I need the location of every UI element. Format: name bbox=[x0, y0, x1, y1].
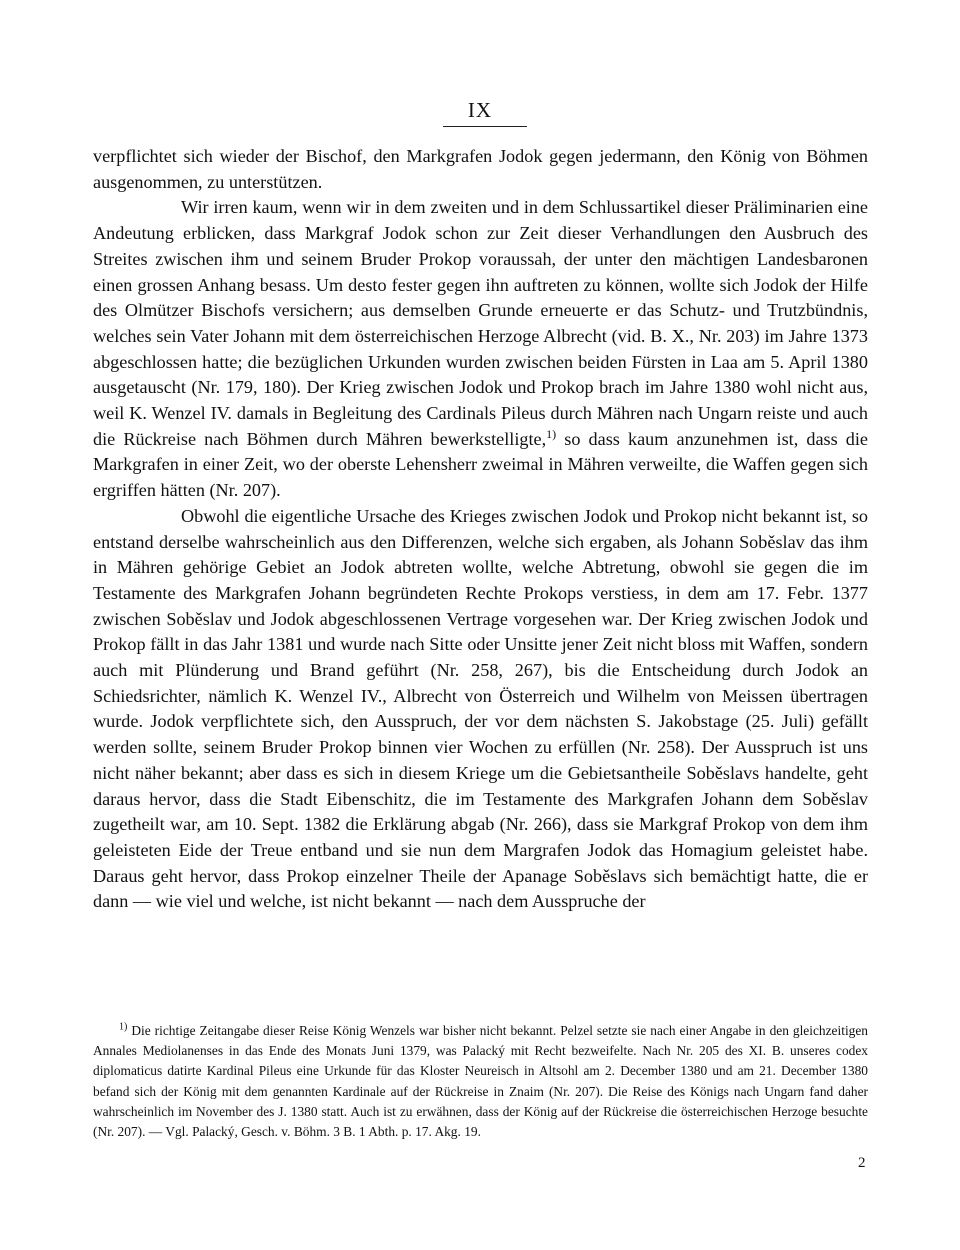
main-text bbox=[93, 144, 868, 915]
paragraph-3: Obwohl die eigentliche Ursache des Krieges zwischen Jodok und Prokop nicht bekannt ist, so entstand derselbe wahrscheinlich aus den Differenzen, welche sich ergaben, als Johann Soběslav das ihm in Mähren gehörige Gebiet an Jodok abtreten wollte, welche Abtretung, obwohl sie gegen die im Testamente des Markgrafen Johann begründeten Rechte Prokops verstiess, in dem am 17. Febr. 1377 zwischen Soběslav und Jodok abgeschlossenen Vertrage vorgesehen war. Der Krieg zwischen Jodok und Prokop fällt in das Jahr 1381 und wurde nach Sitte oder Unsitte jener Zeit nicht bloss mit Waffen, sondern auch mit Plünderung und Brand geführt (Nr. 258, 267), bis die Entscheidung durch Jodok an Schiedsrichter, nämlich K. Wenzel IV., Albrecht von Österreich und Wilhelm von Meissen übertragen wurde. Jodok verpflichtete sich, den Ausspruch, der vor dem nächsten S. Jakobstage (25. Juli) gefällt werden sollte, seinem Bruder Prokop binnen vier Wochen zu erfüllen (Nr. 258). Der Ausspruch ist uns nicht näher bekannt; aber dass es sich in diesem Kriege um die Gebietsantheile Soběslavs handelte, geht daraus hervor, dass die Stadt Eibenschitz, die im Testamente des Markgrafen Johann dem Soběslav zugetheilt war, am 10. Sept. 1382 die Erklärung abgab (Nr. 266), dass sie Markgraf Prokop von dem ihm geleisteten Eide der Treue entband und sie nun dem Margrafen Jodok das Homagium geleistet habe. Daraus geht hervor, dass Prokop einzelner Theile der Apanage Soběslavs sich bemächtigt hatte, die er dann — wie viel und welche, ist nicht bekannt — nach dem Ausspruche der bbox=[93, 505, 868, 912]
roman-page-number: IX bbox=[467, 98, 493, 122]
footnote-1 bbox=[93, 1021, 868, 1142]
paragraph-2 bbox=[93, 195, 868, 503]
footnotes bbox=[93, 1021, 868, 1142]
paragraph-2-part-a: Wir irren kaum, wenn wir in dem zweiten und in dem Schlussartikel dieser Präliminarien eine Andeutung erblicken, dass Markgraf Jodok schon zur Zeit dieser Verhandlungen den Ausbruch des Streites zwischen ihm und seinem Bruder Prokop voraussah, der unter den mächtigen Landesbaronen einen grossen Anhang besass. Um desto fester gegen ihn auftreten zu können, wollte sich Jodok der Hilfe des Olmützer Bischofs versichern; aus demselben Grunde erneuerte er das Schutz- und Trutzbündnis, welches sein Vater Johann mit dem österreichischen Herzoge Albrecht (vid. B. X., Nr. 203) im Jahre 1373 abgeschlossen hatte; die bezüglichen Urkunden wurden zwischen beiden Fürsten in Laa am 5. April 1380 ausgetauscht (Nr. 179, 180). Der Krieg zwischen Jodok und Prokop brach im Jahre 1380 wohl nicht aus, weil K. Wenzel IV. damals in Begleitung des Cardinals Pileus durch Mähren nach Ungarn reiste und auch die Rückreise nach Böhmen durch Mähren bewerkstelligte, bbox=[93, 197, 868, 449]
footnote-reference: 1) bbox=[546, 426, 557, 441]
paragraph-2-part-b: so dass kaum anzunehmen ist, dass die Markgrafen in einer Zeit, wo der oberste Lehensherr zweimal in Mähren verweilte, die Waffen gegen sich ergriffen hätten (Nr. 207). bbox=[93, 428, 868, 501]
paragraph-1: verpflichtet sich wieder der Bischof, den Markgrafen Jodok gegen jedermann, den König von Böhmen ausgenommen, zu unterstützen. bbox=[93, 146, 868, 192]
footnote-mark: 1) bbox=[119, 1021, 128, 1033]
header-rule bbox=[443, 126, 527, 127]
page-number: 2 bbox=[858, 1155, 866, 1171]
footnote-text: Die richtige Zeitangabe dieser Reise König Wenzels war bisher nicht bekannt. Pelzel setzte sie nach einer Angabe in den gleichzeitigen Annales Mediolanenses in das Ende des Monats Juni 1379, was Palacký mit Recht bezweifelte. Nach Nr. 205 des XI. B. unseres codex diplomaticus datirte Kardinal Pileus eine Urkunde für das Kloster Neureisch in Altsohl am 2. December 1380 und am 21. December 1380 befand sich der König mit dem genannten Kardinale auf der Rückreise in Znaim (Nr. 207). Die Reise des Königs nach Ungarn fand daher wahrscheinlich im November des J. 1380 statt. Auch ist zu erwähnen, dass der König auf der Rückreise die österreichischen Herzoge besuchte (Nr. 207). — Vgl. Palacký, Gesch. v. Böhm. 3 B. 1 Abth. p. 17. Akg. 19. bbox=[93, 1023, 868, 1140]
